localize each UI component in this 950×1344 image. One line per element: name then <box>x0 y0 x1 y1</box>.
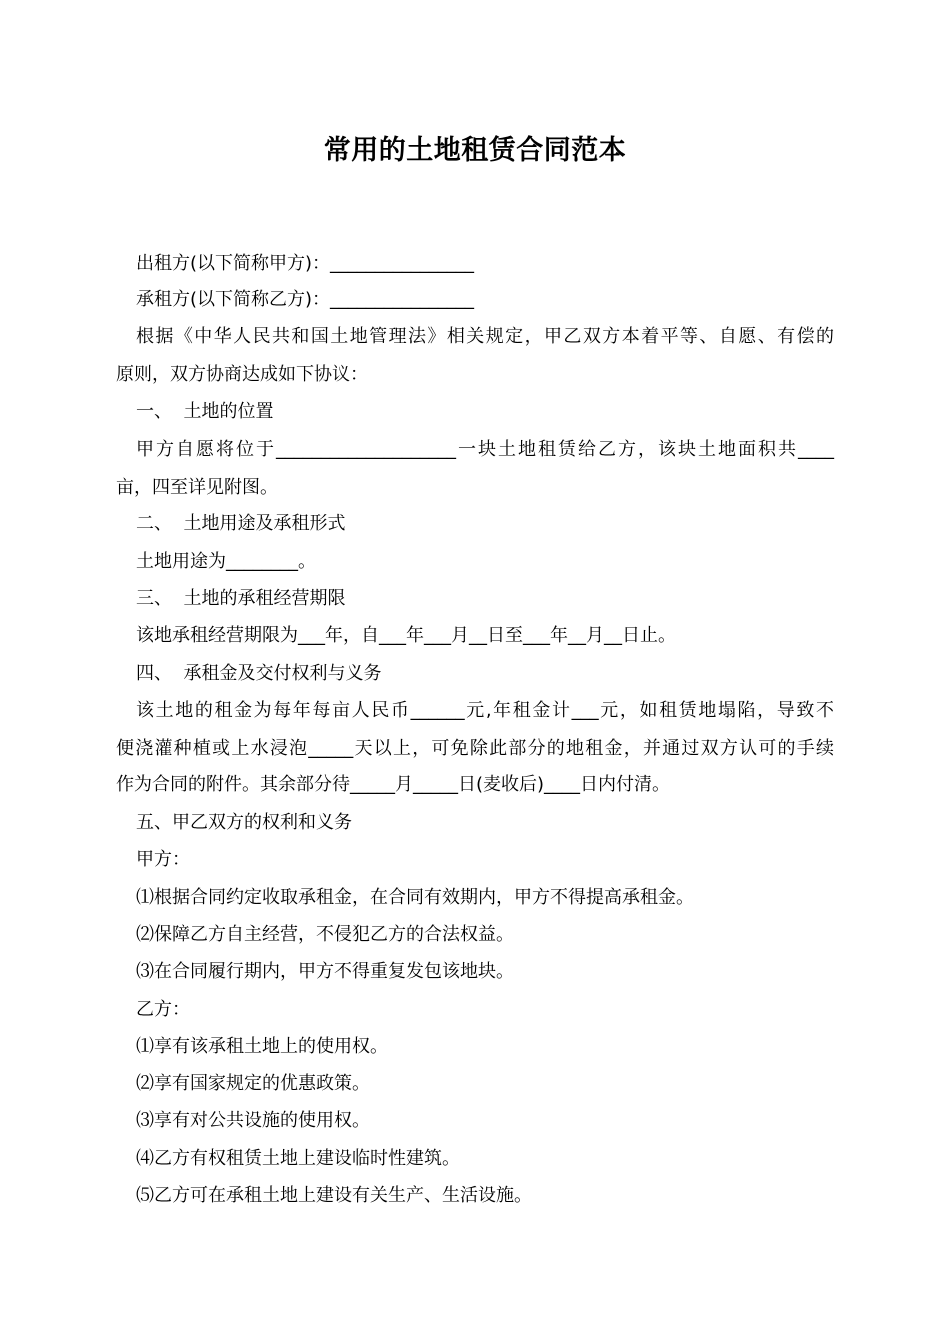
party-b-item-5: ⑸乙方可在承租土地上建设有关生产、生活设施。 <box>136 1185 532 1206</box>
section-3-heading: 三、 土地的承租经营期限 <box>136 588 346 609</box>
section-4-text-2: 便浇灌种植或上水浸泡_____天以上，可免除此部分的地租金，并通过双方认可的手续 <box>116 738 834 759</box>
section-1-heading: 一、 土地的位置 <box>136 401 274 422</box>
section-2-heading: 二、 土地用途及承租形式 <box>136 513 346 534</box>
section-1-text-2: 亩，四至详见附图。 <box>116 477 278 498</box>
party-a-item-1: ⑴根据合同约定收取承租金，在合同有效期内，甲方不得提高承租金。 <box>136 887 694 908</box>
preamble-line-1: 根据《中华人民共和国土地管理法》相关规定，甲乙双方本着平等、自愿、有偿的 <box>136 326 834 347</box>
party-a-item-2: ⑵保障乙方自主经营，不侵犯乙方的合法权益。 <box>136 924 514 945</box>
section-4-heading: 四、 承租金及交付权利与义务 <box>136 663 382 684</box>
party-b-item-4: ⑷乙方有权租赁土地上建设临时性建筑。 <box>136 1148 460 1169</box>
section-4-text-1: 该土地的租金为每年每亩人民币______元,年租金计___元，如租赁地塌陷，导致不 <box>136 700 834 721</box>
party-a-label: 甲方： <box>136 849 190 870</box>
section-3-text: 该地承租经营期限为___年，自___年___月__日至___年__月__日止。 <box>136 625 676 646</box>
section-1-text-1: 甲方自愿将位于____________________一块土地租赁给乙方，该块土地面积共____ <box>136 439 834 460</box>
lessor-line: 出租方(以下简称甲方)：________________ <box>136 253 475 274</box>
party-a-item-3: ⑶在合同履行期内，甲方不得重复发包该地块。 <box>136 961 514 982</box>
document-title: 常用的土地租赁合同范本 <box>323 135 627 166</box>
section-4-text-3: 作为合同的附件。其余部分待_____月_____日(麦收后)____日内付清。 <box>116 774 671 795</box>
section-2-text: 土地用途为________。 <box>136 551 316 572</box>
preamble-line-2: 原则，双方协商达成如下协议： <box>116 364 368 385</box>
party-b-item-3: ⑶享有对公共设施的使用权。 <box>136 1110 370 1131</box>
party-b-label: 乙方： <box>136 999 190 1020</box>
lessee-line: 承租方(以下简称乙方)：________________ <box>136 289 475 310</box>
party-b-item-1: ⑴享有该承租土地上的使用权。 <box>136 1036 388 1057</box>
section-5-heading: 五、甲乙双方的权利和义务 <box>136 812 352 833</box>
party-b-item-2: ⑵享有国家规定的优惠政策。 <box>136 1073 370 1094</box>
